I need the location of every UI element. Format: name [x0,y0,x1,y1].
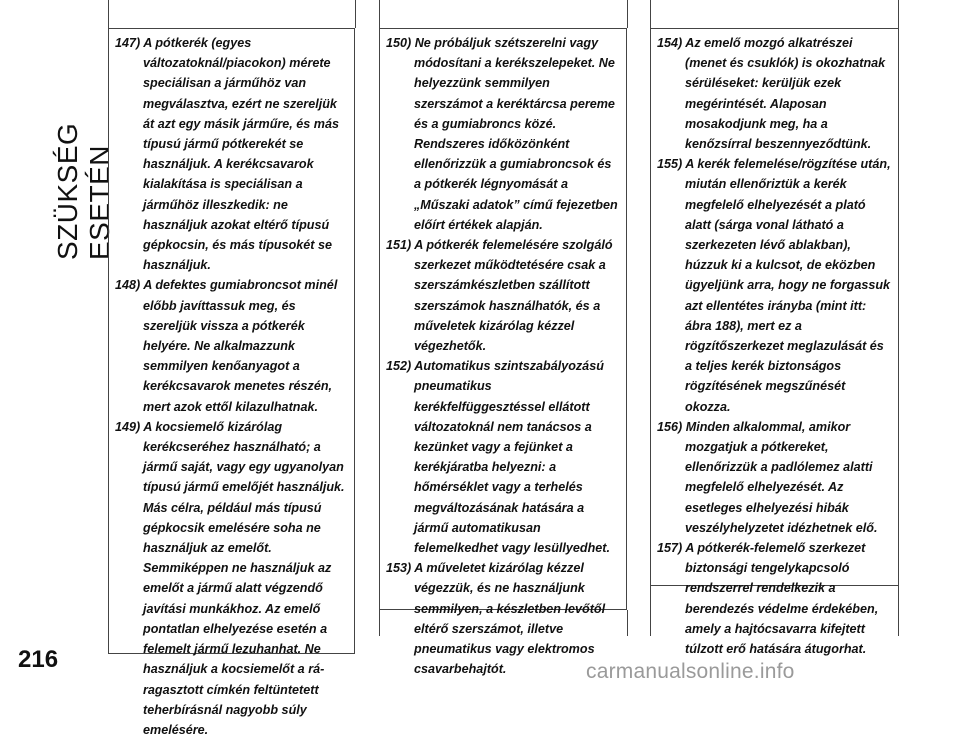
warning-item-152: 152) Automatikus szintszabályozású pneumatikus kerékfelfüggesztéssel ellátott változatoknál nem tanácsos a kezünket vagy a fejünket a kerékjáratba helyezni: a hőmérséklet vagy a terhelés megváltozásának hatására a jármű automatikusan felemelkedhet vagy lesüllyedhet. [386,359,610,556]
column-rule [627,610,628,636]
warning-item-148: 148) A defektes gumiabroncsot minél előbb javíttassuk meg, és szereljük vissza a pótkerék helyére. Ne alkalmazzunk semmilyen kenőanyagot a kerékcsavarok menetes részén, mert azok ettől kilazulhatnak. [115,278,338,414]
warning-item-155: 155) A kerék felemelése/rögzítése után, miután ellenőriztük a kerék megfelelő elhelyezését a plató alatt (sárga vonal látható a szerkezeten lévő ablakban), húzzuk ki a kulcsot, de eközben ügyeljünk arra, hogy ne forgassuk azt ellentétes irányba (mint itt: ábra 188), mert ez a rögzítőszerkezet meglazulását és a teljes kerék biztonságos rögzítésének megszűnését okozza. [657,157,891,414]
warning-item-150: 150) Ne próbáljuk szétszerelni vagy módosítani a kerékszelepeket. Ne helyezzünk semmilyen szerszámot a keréktárcsa pereme és a gumiabroncs közé. Rendszeres időközönként ellenőrizzük a gumiabroncsok és a pótkerék légnyomását a „Műszaki adatok” című fejezetben előírt értékek alapján. [386,36,618,232]
warning-item-154: 154) Az emelő mozgó alkatrészei (menet és csuklók) is okozhatnak sérüléseket: kerüljük ezek megérintését. Alaposan mosakodjunk meg, ha a kenőzsírral beszennyeződtünk. [657,36,886,152]
warning-item-147: 147) A pótkerék (egyes változatoknál/piacokon) mérete speciálisan a járműhöz van megválasztva, ezért ne szereljük át azt egy másik járműre, és más típusú jármű pótkerekét se használjuk. A kerékcsavarok kialakítása is speciálisan a járműhöz illeszkedik: ne használjuk azokat eltérő típusú gépkocsin, és más típusokét se használjuk. [115,36,340,273]
warning-column-3 [650,28,899,657]
warning-column-1 [108,28,355,737]
column-rule [650,0,651,28]
column-rule [355,0,356,28]
column-rule [108,0,109,28]
warning-column-2 [379,28,627,677]
warning-item-151: 151) A pótkerék felemelésére szolgáló szerkezet működtetésére csak a szerszámkészletben szállított szerszámok használhatók, és a műveletek kizárólag kézzel végezhetők. [386,238,613,354]
watermark: carmanualsonline.info [586,660,795,683]
section-title: SZÜKSÉG ESETÉN [52,122,115,260]
warning-item-156: 156) Minden alkalommal, amikor mozgatjuk a pótkereket, ellenőrizzük a padlólemez alatti megfelelő elhelyezését. Az esetleges elhelyezési hibák veszélyhelyzetet idézhetnek elő. [657,419,878,535]
column-rule [627,0,628,28]
column-rule [379,610,380,636]
warning-item-157: 157) A pótkerék-felemelő szerkezet biztonsági tengelykapcsoló rendszerrel rendelkezik a berendezés védelme érdekében, amely a hajtócsavarra kifejtett túlzott erő hatására átugorhat. [657,541,879,657]
column-rule [379,0,380,28]
warning-item-153: 153) A műveletet kizárólag kézzel végezzük, és ne használjunk semmilyen, a készletben levőtől eltérő szerszámot, illetve pneumatikus vagy elektromos csavarbehajtót. [386,561,606,677]
column-rule [898,0,899,28]
warning-item-149: 149) A kocsiemelő kizárólag kerékcseréhez használható; a jármű saját, vagy egy ugyanolyan típusú jármű emelőjét használjuk. Más célra, például más típusú gépkocsik emelésére soha ne használjuk az emelőt. Semmiképpen ne használjuk az emelőt a jármű alatt végzendő javítási munkákhoz. Az emelő pontatlan elhelyezése esetén a felemelt jármű lezuhanhat. Ne használjuk a kocsiemelőt a ráragasztott címkén feltüntetett teherbírásnál nagyobb súly emelésére. [115,419,345,737]
page-number: 216 [18,646,59,673]
column-rule [898,586,899,636]
column-rule [650,586,651,636]
